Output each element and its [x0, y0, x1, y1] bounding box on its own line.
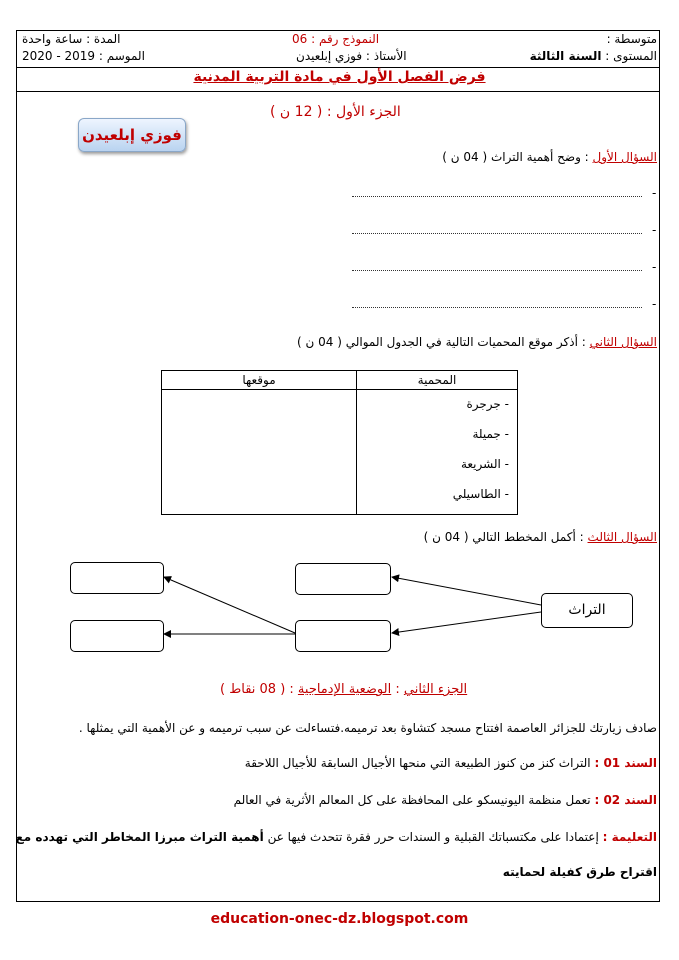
arrow-lower-to-left-upper [164, 577, 295, 633]
teacher: الأستاذ : فوزي إبلعيدن [296, 49, 407, 63]
dash-2: - [652, 223, 657, 237]
dash-4: - [652, 297, 657, 311]
arrow-center-to-lower [392, 612, 541, 633]
level-label: المستوى : [605, 49, 657, 63]
part1-title: الجزء الأول : ( 12 ن ) [270, 104, 401, 120]
part2-title: الجزء الثاني : الوضعية الإدماجية : ( 08 نقاط ) [220, 682, 468, 697]
document-1 [245, 756, 657, 770]
instruction-text: إعتمادا على مكتسباتك القبلية و السندات حرر فقرة تتحدث فيها عن [267, 830, 599, 844]
model-number: النموذج رقم : 06 [292, 32, 380, 46]
situation-text: صادف زيارتك للجزائر العاصمة افتتاح مسجد كتشاوة بعد ترميمه.فتساءلت عن سبب ترميمه و عن الأهمية التي يمثلها . [78, 721, 657, 735]
level-value: السنة الثالثة [529, 49, 602, 63]
doc2-label: السند 02 : [594, 793, 657, 807]
q2-label: السؤال الثاني [589, 335, 657, 349]
q3-label: السؤال الثالث [587, 530, 657, 544]
doc2-text: تعمل منظمة اليونيسكو على المحافظة على كل المعالم الأثرية في العالم [233, 793, 591, 807]
author-stamp: فوزي إبلعيدن [78, 118, 186, 152]
duration: المدة : ساعة واحدة [22, 32, 121, 46]
instruction-line-2: اقتراح طرق كفيلة لحمايته [502, 865, 657, 879]
list-item: - الطاسيلي [452, 487, 509, 501]
list-item: - الشريعة [460, 457, 509, 471]
diagram-box-middle-top[interactable] [295, 563, 391, 595]
q1-text: : وضح أهمية التراث ( 04 ن ) [442, 150, 589, 164]
list-item: - جرجرة [466, 397, 509, 411]
school-label: متوسطة : [606, 32, 657, 46]
q2-text: : أذكر موقع المحميات التالية في الجدول الموالي ( 04 ن ) [297, 335, 586, 349]
q3-text: : أكمل المخطط التالي ( 04 ن ) [423, 530, 584, 544]
exam-title: فرض الفصل الأول في مادة التربية المدنية [193, 69, 486, 85]
footer-url[interactable]: education-onec-dz.blogspot.com [210, 911, 469, 927]
part2-label: الجزء الثاني [403, 682, 468, 697]
table-header-reserve: المحمية [357, 371, 518, 390]
dash-1: - [652, 186, 657, 200]
instruction-bold: أهمية التراث مبرزا المخاطر التي تهدده مع [15, 830, 264, 844]
diagram-box-left-top[interactable] [70, 562, 164, 594]
diagram-center-box: التراث [541, 593, 633, 628]
season: الموسم : 2019 - 2020 [22, 49, 145, 63]
list-item: - جميلة [472, 427, 509, 441]
table-header-location: موقعها [162, 371, 357, 390]
doc1-label: السند 01 : [594, 756, 657, 770]
doc1-text: التراث كنز من كنوز الطبيعة التي منحها الأجيال السابقة للأجيال اللاحقة [244, 756, 591, 770]
document-2 [234, 793, 657, 807]
diagram-box-left-bottom[interactable] [70, 620, 164, 652]
dash-3: - [652, 260, 657, 274]
part2-name: الوضعية الإدماجية [297, 682, 392, 697]
instruction-label: التعليمة : [602, 830, 657, 844]
q1-label: السؤال الأول [592, 150, 657, 164]
diagram-box-middle-bottom[interactable] [295, 620, 391, 652]
arrow-center-to-upper [392, 577, 541, 605]
instruction [16, 830, 657, 844]
